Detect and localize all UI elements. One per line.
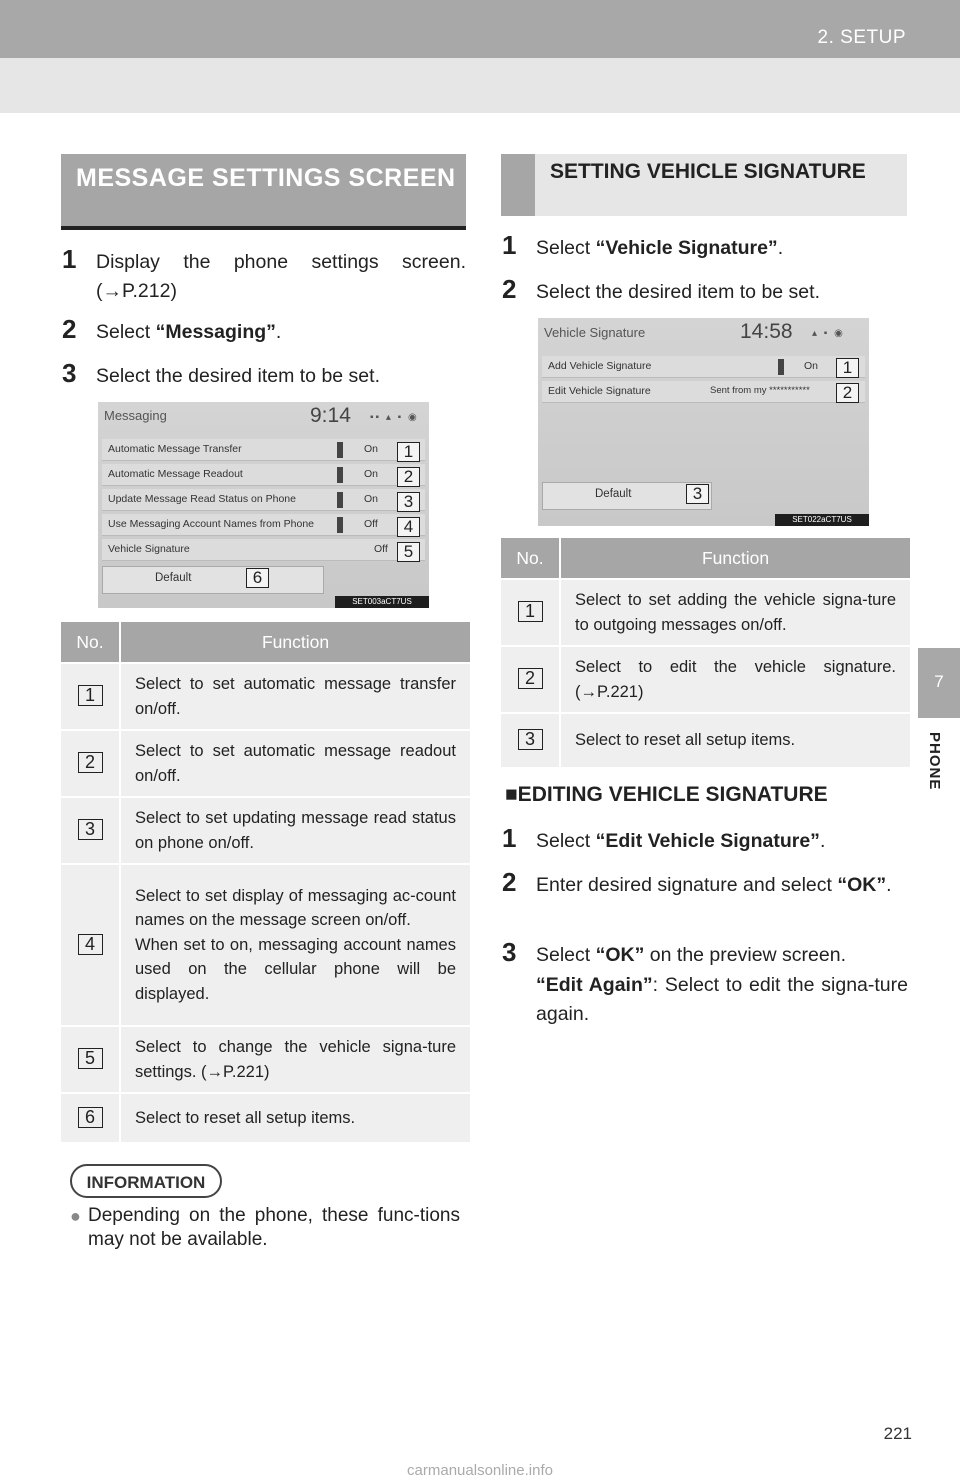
row-label: Add Vehicle Signature [548, 360, 652, 372]
left-step-2 [62, 314, 466, 347]
step-text: Select the desired item to be set. [96, 365, 380, 387]
toggle-indicator [337, 517, 343, 533]
information-note [70, 1204, 460, 1252]
row-value: Sent from my *********** [710, 385, 810, 396]
screen-row [102, 439, 425, 461]
right-step2-2 [502, 867, 908, 900]
chapter-number: 7 [934, 672, 944, 691]
screen-row [542, 356, 865, 378]
row-function: Select to change the vehicle signa-ture settings. (→P.221) [121, 1027, 470, 1094]
step-text-bold: “Vehicle Signature” [595, 237, 778, 259]
row-number: 5 [78, 1048, 103, 1069]
row-label: Edit Vehicle Signature [548, 385, 651, 397]
step-number: 3 [62, 358, 77, 388]
image-code: SET022aCT7US [775, 514, 869, 526]
table-row [501, 580, 910, 647]
row-number-cell [61, 1027, 121, 1094]
bullet-icon: ● [70, 1206, 81, 1226]
right-step2-3 [502, 937, 908, 1029]
row-number: 2 [518, 668, 543, 689]
toggle-indicator [337, 467, 343, 483]
row-value: On [364, 493, 379, 505]
status-icons: ▪▪ ▴ ▪ ◉ [370, 412, 419, 423]
callout-4: 4 [397, 517, 420, 537]
header-band [0, 58, 960, 113]
row-label: Vehicle Signature [108, 543, 190, 555]
image-code: SET003aCT7US [335, 596, 429, 608]
step-note [502, 971, 908, 1029]
messaging-screen-image [98, 402, 429, 608]
row-number-cell [501, 714, 561, 769]
information-tag [70, 1164, 222, 1198]
screen-row [102, 464, 425, 486]
step-text [502, 941, 908, 970]
row-function-note: When set to on, messaging account names used on the cellular phone will be displayed. [135, 935, 456, 1003]
toggle-indicator [337, 442, 343, 458]
row-function: Select to reset all setup items. [121, 1094, 470, 1144]
screen-clock: 9:14 [310, 404, 351, 427]
subsection-heading: ■EDITING VEHICLE SIGNATURE [505, 783, 828, 806]
row-value: Off [364, 518, 378, 530]
step-text-bold: “OK” [595, 944, 645, 966]
left-step-3 [62, 358, 466, 391]
table-row [501, 714, 910, 769]
row-number: 4 [78, 934, 103, 955]
row-number-cell [61, 664, 121, 731]
row-number-cell [501, 580, 561, 647]
col-header-no: No. [61, 622, 121, 664]
screen-row [102, 489, 425, 511]
right-step-1 [502, 230, 908, 263]
row-number: 3 [78, 819, 103, 840]
table-row [61, 865, 470, 1027]
right-step-2 [502, 274, 908, 307]
information-tag-label: INFORMATION [86, 1173, 206, 1192]
step-text-bold: “Messaging” [155, 321, 276, 343]
row-function: Select to set automatic message readout on/off. [121, 731, 470, 798]
right-function-table [501, 538, 910, 769]
callout-1: 1 [836, 358, 859, 378]
row-function [121, 865, 470, 1027]
row-function: Select to set adding the vehicle signa-ture to outgoing messages on/off. [561, 580, 910, 647]
row-label: Automatic Message Transfer [108, 443, 242, 455]
screen-row [102, 539, 425, 561]
toggle-indicator [778, 359, 784, 375]
row-label: Update Message Read Status on Phone [108, 493, 296, 505]
row-number: 2 [78, 752, 103, 773]
left-function-table [61, 622, 470, 1144]
right-step2-1 [502, 823, 908, 856]
chapter-label [918, 724, 960, 814]
step-text: Display the phone settings screen. (→P.212) [96, 251, 466, 302]
table-row [501, 647, 910, 714]
table-header-row [61, 622, 470, 664]
row-label: Use Messaging Account Names from Phone [108, 518, 315, 530]
step-number: 1 [502, 823, 517, 853]
row-function-line: Select to set display of messaging ac-count names on the message screen on/off. [135, 886, 456, 930]
default-button-label: Default [155, 572, 192, 584]
step-text-post: . [886, 874, 892, 896]
step-text [62, 318, 466, 347]
callout-1: 1 [397, 442, 420, 462]
row-number-cell [61, 865, 121, 1027]
table-row [61, 731, 470, 798]
callout-2: 2 [397, 467, 420, 487]
toggle-indicator [337, 492, 343, 508]
step-text [502, 827, 908, 856]
callout-6: 6 [246, 568, 269, 588]
callout-2: 2 [836, 383, 859, 403]
step-text-post: on the preview screen. [644, 944, 846, 966]
section-heading-vehicle-signature [501, 154, 907, 216]
step-text-post: . [777, 237, 784, 259]
step-text-pre: Select [536, 944, 596, 966]
row-number: 1 [518, 601, 543, 622]
step-number: 3 [502, 937, 517, 967]
step-text-post: . [819, 830, 826, 852]
step-text-pre: Select [536, 830, 596, 852]
screen-row [102, 514, 425, 536]
row-label: Automatic Message Readout [108, 468, 243, 480]
step-number: 2 [502, 867, 517, 897]
step-text-pre: Enter desired signature and select [536, 874, 838, 896]
row-function: Select to reset all setup items. [561, 714, 910, 769]
left-step-1 [62, 244, 466, 306]
table-row [61, 664, 470, 731]
step-text-post: . [275, 321, 282, 343]
row-value: Off [374, 543, 388, 555]
row-number: 6 [78, 1107, 103, 1128]
vehicle-signature-screen-image [538, 318, 869, 526]
screen-title: Messaging [104, 408, 167, 423]
chapter-label-text: PHONE [926, 732, 943, 791]
callout-3: 3 [686, 484, 709, 504]
page-header-bar [0, 0, 960, 58]
row-function: Select to set updating message read status on phone on/off. [121, 798, 470, 865]
row-value: On [364, 468, 379, 480]
col-header-no: No. [501, 538, 561, 580]
step-number: 2 [62, 314, 77, 344]
section-heading-text: SETTING VEHICLE SIGNATURE [550, 160, 866, 183]
screen-clock: 14:58 [740, 320, 793, 343]
default-button-label: Default [595, 488, 632, 500]
chapter-tab [918, 648, 960, 718]
row-number: 1 [78, 685, 103, 706]
step-number: 1 [502, 230, 517, 260]
row-function: Select to edit the vehicle signature. (→P.221) [561, 647, 910, 714]
section-heading-message-settings [61, 154, 466, 230]
step-text-pre: Select [96, 321, 156, 343]
section-heading-text: MESSAGE SETTINGS SCREEN [76, 164, 456, 192]
callout-5: 5 [397, 542, 420, 562]
step-note-bold: “Edit Again” [536, 974, 653, 996]
table-header-row [501, 538, 910, 580]
step-note-text: : Select to edit the signa-ture again. [536, 974, 908, 1025]
table-row [61, 1094, 470, 1144]
row-function: Select to set automatic message transfer on/off. [121, 664, 470, 731]
step-text-bold: “Edit Vehicle Signature” [595, 830, 820, 852]
callout-3: 3 [397, 492, 420, 512]
default-button [102, 566, 324, 594]
step-text-bold: “OK” [837, 874, 887, 896]
information-text: Depending on the phone, these func-tions may not be available. [88, 1205, 460, 1250]
row-number-cell [501, 647, 561, 714]
table-row [61, 798, 470, 865]
row-number-cell [61, 1094, 121, 1144]
section-title: 2. SETUP [817, 27, 906, 48]
row-value: On [364, 443, 379, 455]
step-text-pre: Select [536, 237, 596, 259]
row-value: On [804, 360, 819, 372]
row-number-cell [61, 798, 121, 865]
step-text [502, 234, 908, 263]
step-number: 1 [62, 244, 77, 274]
watermark: carmanualsonline.info [407, 1462, 553, 1479]
screen-title: Vehicle Signature [544, 325, 646, 340]
status-icons: ▴ ▪ ◉ [812, 328, 845, 339]
table-row [61, 1027, 470, 1094]
row-number: 3 [518, 729, 543, 750]
step-text: Select the desired item to be set. [536, 281, 820, 303]
step-number: 2 [502, 274, 517, 304]
step-text [502, 871, 908, 900]
page-number: 221 [883, 1424, 912, 1443]
row-number-cell [61, 731, 121, 798]
col-header-function: Function [121, 622, 470, 664]
col-header-function: Function [561, 538, 910, 580]
screen-row [542, 381, 865, 403]
heading-marker [501, 154, 535, 216]
